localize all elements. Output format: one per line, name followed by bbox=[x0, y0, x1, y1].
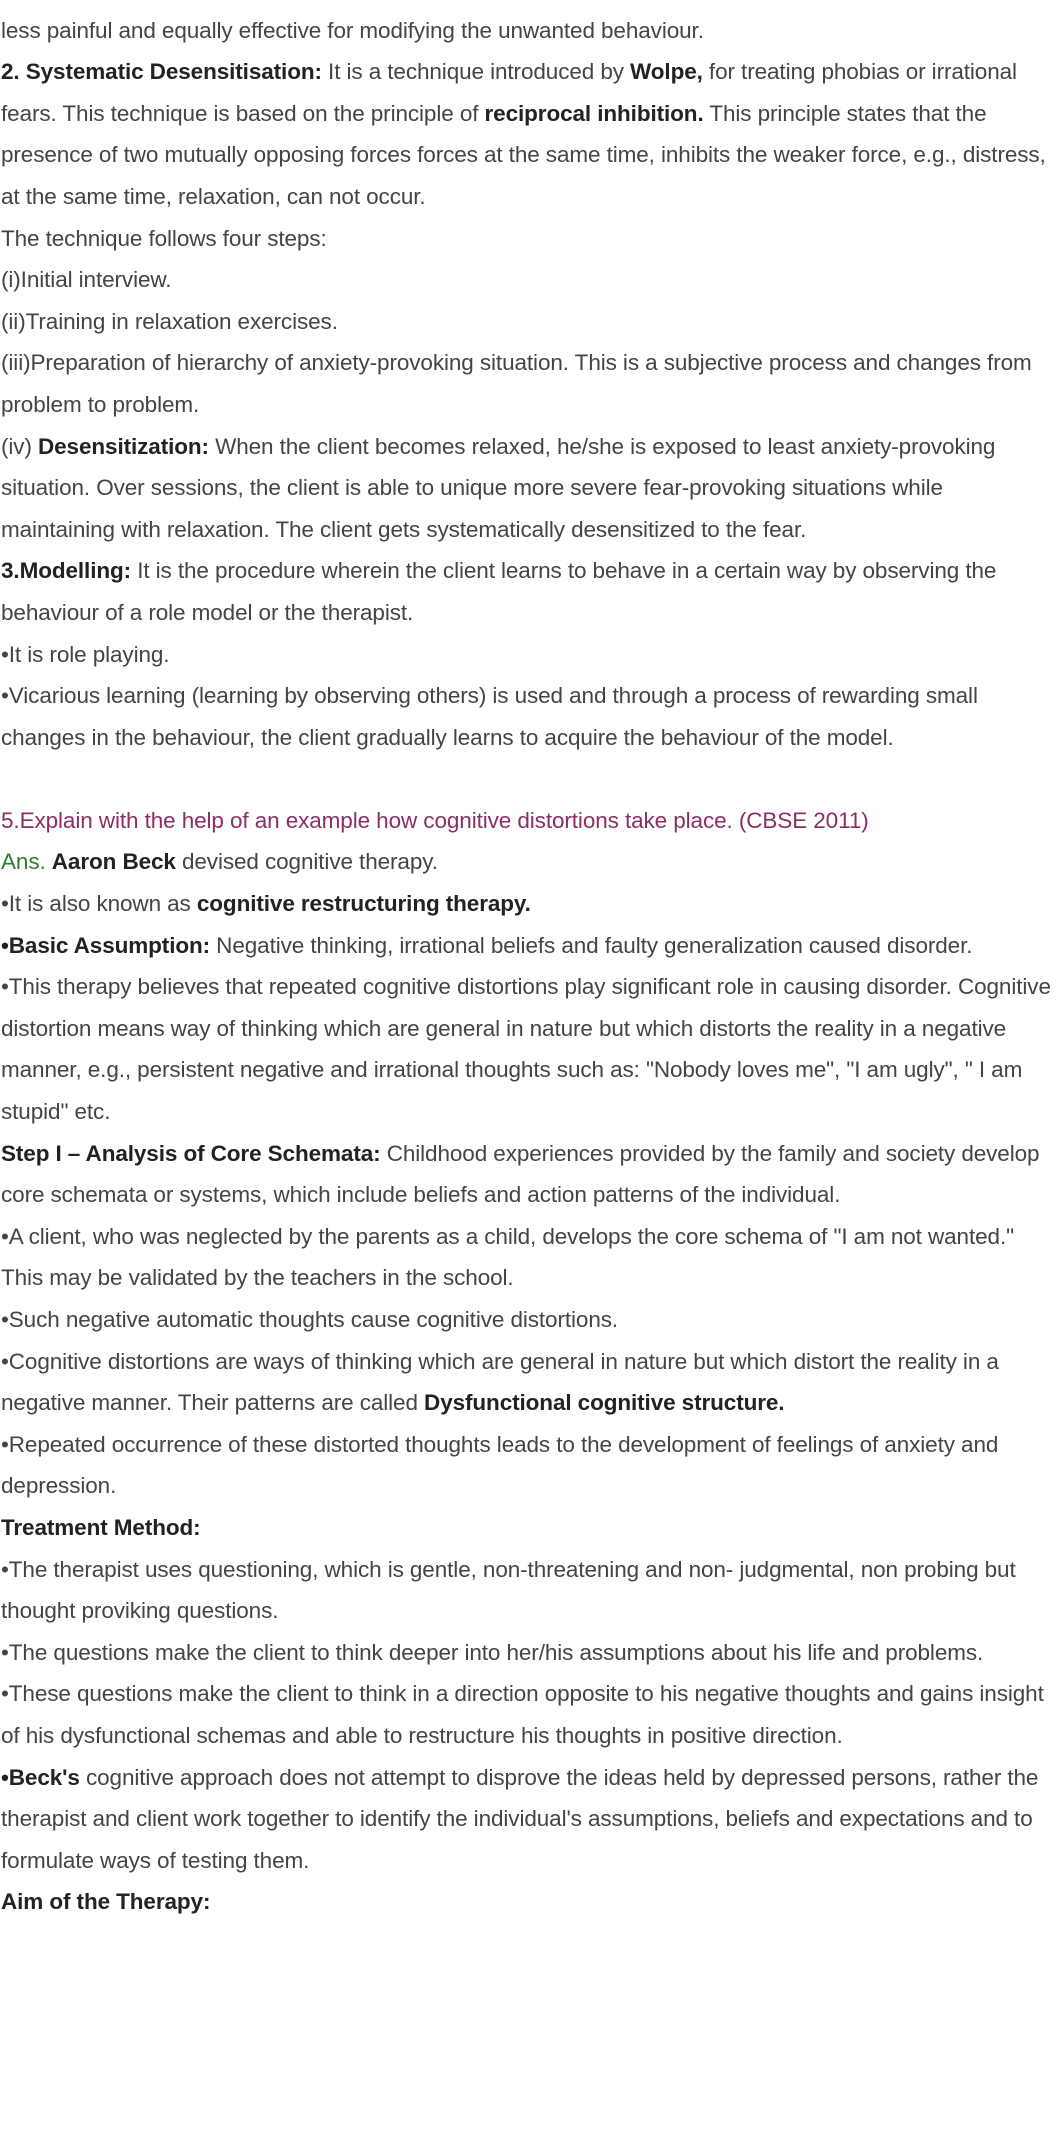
step-1: (i)Initial interview. bbox=[1, 267, 172, 293]
automatic-thoughts-bullet: •Such negative automatic thoughts cause cognitive distortions. bbox=[1, 1307, 619, 1332]
repeated-occurrence-bullet: •Repeated occurrence of these distorted thoughts leads to the development of feelings of anxiety and depression. bbox=[1, 1431, 999, 1499]
ans-label: Ans. bbox=[1, 849, 46, 875]
desensitization-term: Desensitization: bbox=[38, 433, 209, 459]
modelling-title: 3.Modelling: bbox=[1, 558, 132, 584]
step-3: (iii)Preparation of hierarchy of anxiety-provoking situation. This is a subjective process and changes from problem to problem. bbox=[1, 350, 1032, 417]
reciprocal-inhibition-term: reciprocal inhibition. bbox=[484, 100, 704, 126]
intro-line: less painful and equally effective for modifying the unwanted behaviour. bbox=[1, 17, 704, 43]
becks-title: •Beck's bbox=[1, 1764, 80, 1790]
treatment-bullet-3: •These questions make the client to think in a direction opposite to his negative thoughts and gains insight of his dysfunctional schemas and able to restructure his thoughts in positive direction. bbox=[1, 1681, 1044, 1748]
aim-of-therapy-heading: Aim of the Therapy: bbox=[1, 1889, 211, 1915]
desensitisation-title: 2. Systematic Desensitisation: bbox=[1, 59, 322, 85]
cognitive-restructuring-term: cognitive restructuring therapy. bbox=[196, 891, 531, 917]
aaron-beck-name: Aaron Beck bbox=[51, 849, 176, 875]
desensitisation-paragraph: 2. Systematic Desensitisation: It is a technique introduced by Wolpe, for treating phobias or irrational fears. This technique is based on the principle of reciprocal inhibition. This principle states that the presence of two mutually opposing forces forces at the same time, inhibits the weaker force, e.g., distress, at the same time, relaxation, can not occur. bbox=[1, 59, 1046, 209]
modelling-paragraph: 3.Modelling: It is the procedure wherein the client learns to behave in a certain way by observing the behaviour of a role model or the therapist. bbox=[1, 558, 997, 625]
question-5: 5.Explain with the help of an example how cognitive distortions take place. (CBSE 2011) bbox=[1, 807, 869, 833]
dysfunctional-structure-term: Dysfunctional cognitive structure. bbox=[424, 1390, 785, 1416]
neglected-client-bullet: •A client, who was neglected by the parents as a child, develops the core schema of "I am not wanted." This may be validated by the teachers in the school. bbox=[1, 1223, 1014, 1291]
treatment-bullet-1: •The therapist uses questioning, which is gentle, non-threatening and non- judgmental, non probing but thought proviking questions. bbox=[1, 1556, 1016, 1624]
intro-line-clipped bbox=[1, 0, 1052, 10]
therapy-believes-bullet: •This therapy believes that repeated cognitive distortions play significant role in causing disorder. Cognitive distortion means way of thinking which are general in nature but which distorts the reality in a negative manner, e.g., persistent negative and irrational thoughts such as: "Nobody loves me", "I am ugly", " I am stupid" etc. bbox=[1, 974, 1051, 1125]
steps-intro: The technique follows four steps: bbox=[1, 225, 327, 251]
step-2: (ii)Training in relaxation exercises. bbox=[1, 308, 338, 334]
spacer bbox=[1, 758, 1052, 800]
step-4: (iv) Desensitization: When the client becomes relaxed, he/she is exposed to least anxiety-provoking situation. Over sessions, the client is able to unique more severe fear-provoking situations while maintaining with relaxation. The client gets systematically desensitized to the fear. bbox=[1, 433, 996, 542]
treatment-method-heading: Treatment Method: bbox=[1, 1514, 201, 1540]
step-1-core-schemata: Step I – Analysis of Core Schemata: Childhood experiences provided by the family and society develop core schemata or systems, which include beliefs and action patterns of the individual. bbox=[1, 1140, 1040, 1208]
aka-bullet: •It is also known as cognitive restructuring therapy. bbox=[1, 891, 531, 917]
step-1-title: Step I – Analysis of Core Schemata: bbox=[1, 1140, 381, 1166]
distortions-bullet: •Cognitive distortions are ways of thinking which are general in nature but which distort the reality in a negative manner. Their patterns are called Dysfunctional cognitive structure. bbox=[1, 1348, 999, 1416]
basic-assumption-bullet: •Basic Assumption: Negative thinking, irrational beliefs and faulty generalization caused disorder. bbox=[1, 932, 973, 958]
treatment-bullet-2: •The questions make the client to think deeper into her/his assumptions about his life and problems. bbox=[1, 1639, 984, 1665]
becks-approach-bullet: •Beck's cognitive approach does not attempt to disprove the ideas held by depressed persons, rather the therapist and client work together to identify the individual's assumptions, beliefs and expectations and to formulate ways of testing them. bbox=[1, 1764, 1039, 1873]
wolpe-name: Wolpe, bbox=[630, 59, 703, 85]
answer-line: Ans. Aaron Beck devised cognitive therapy. bbox=[1, 849, 438, 875]
modelling-bullet-1: •It is role playing. bbox=[1, 641, 170, 667]
basic-assumption-title: •Basic Assumption: bbox=[1, 932, 211, 958]
modelling-bullet-2: •Vicarious learning (learning by observing others) is used and through a process of rewarding small changes in the behaviour, the client gradually learns to acquire the behaviour of the model. bbox=[1, 683, 978, 750]
